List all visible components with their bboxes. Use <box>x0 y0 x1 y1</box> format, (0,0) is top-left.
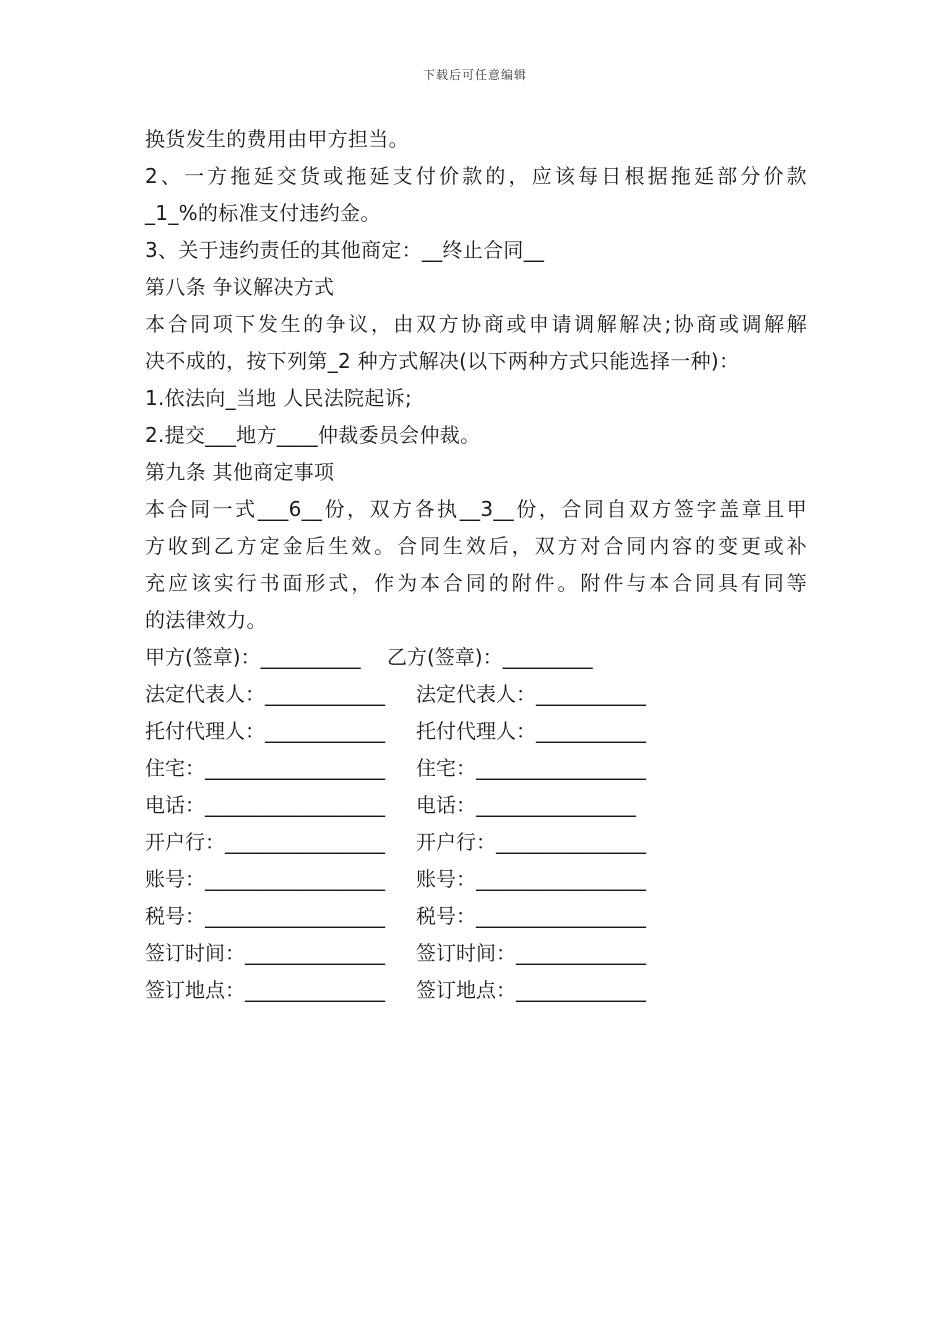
signature-right-field: 法定代表人：___________ <box>416 682 646 706</box>
paragraph-line: 2.提交___地方____仲裁委员会仲裁。 <box>145 423 481 447</box>
signature-left-field: 电话：__________________ <box>145 793 385 817</box>
signature-right-field: 账号：_________________ <box>416 867 646 891</box>
signature-row <box>145 676 810 713</box>
page-header: 下载后可任意编辑 <box>422 68 527 82</box>
signature-right-field: 电话：________________ <box>416 793 636 817</box>
signature-row <box>145 639 810 676</box>
signature-right-field: 住宅：_________________ <box>416 756 646 780</box>
section-heading: 第八条 争议解决方式 <box>145 275 335 299</box>
paragraph-line: 本合同一式___6__份，双方各执__3__份，合同自双方签字盖章且甲 <box>145 497 807 521</box>
signature-right-field: 签订地点：_____________ <box>416 978 646 1002</box>
paragraph-line: 方收到乙方定金后生效。合同生效后，双方对合同内容的变更或补 <box>145 534 807 558</box>
paragraph-line: 决不成的，按下列第_2 种方式解决(以下两种方式只能选择一种)： <box>145 349 740 373</box>
signature-left-field: 账号：__________________ <box>145 867 385 891</box>
signature-right-field: 开户行：_______________ <box>416 830 646 854</box>
paragraph-line: 2、一方拖延交货或拖延支付价款的，应该每日根据拖延部分价款 <box>145 164 807 188</box>
signature-left-field: 签订地点：______________ <box>145 978 385 1002</box>
paragraph-line: 换货发生的费用由甲方担当。 <box>145 127 409 151</box>
paragraph-line: 本合同项下发生的争议，由双方协商或申请调解解决;协商或调解解 <box>145 312 807 336</box>
signature-left-field: 住宅：__________________ <box>145 756 385 780</box>
signature-row <box>145 898 810 935</box>
signature-left-field: 托付代理人：____________ <box>145 719 385 743</box>
signature-left-field: 税号：__________________ <box>145 904 385 928</box>
signature-row <box>145 935 810 972</box>
signature-right-field: 托付代理人：___________ <box>416 719 646 743</box>
signature-row <box>145 824 810 861</box>
signature-row <box>145 787 810 824</box>
signature-left-field: 法定代表人：____________ <box>145 682 385 706</box>
document-body <box>145 121 810 1009</box>
paragraph-line: 的法律效力。 <box>145 608 267 632</box>
section-heading: 第九条 其他商定事项 <box>145 460 335 484</box>
signature-row <box>145 750 810 787</box>
signature-left-field: 开户行：________________ <box>145 830 385 854</box>
signature-row <box>145 861 810 898</box>
signature-left-field: 签订时间：______________ <box>145 941 385 965</box>
paragraph-line: 3、关于违约责任的其他商定：__终止合同__ <box>145 238 545 262</box>
signature-right-field: 签订时间：_____________ <box>416 941 646 965</box>
signature-left-field: 甲方(签章)：__________ <box>145 645 361 669</box>
paragraph-line: 充应该实行书面形式，作为本合同的附件。附件与本合同具有同等 <box>145 571 807 595</box>
signature-row <box>145 972 810 1009</box>
signature-right-field: 税号：_________________ <box>416 904 646 928</box>
signature-row <box>145 713 810 750</box>
signature-right-field: 乙方(签章)：_________ <box>387 645 593 669</box>
paragraph-line: 1.依法向_当地 人民法院起诉; <box>145 386 412 410</box>
paragraph-line: _1_%的标准支付违约金。 <box>145 201 381 225</box>
